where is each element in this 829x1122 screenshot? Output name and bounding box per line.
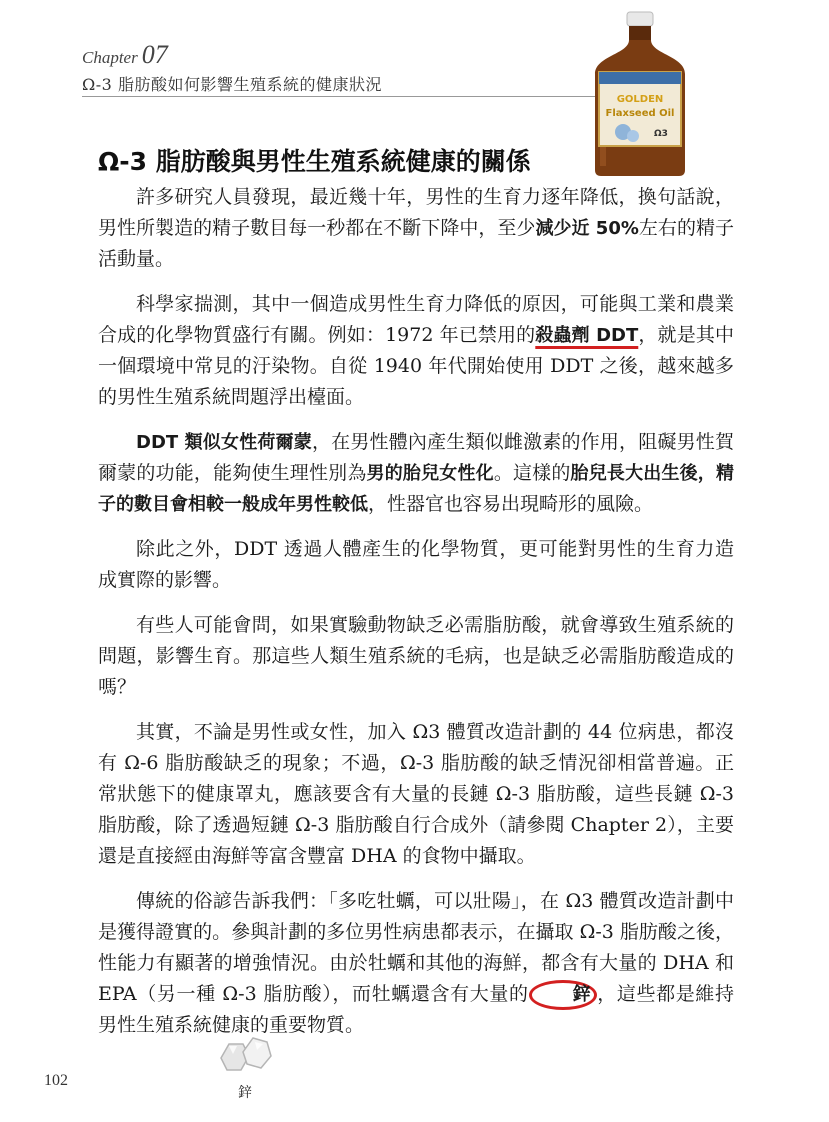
paragraph-6: 其實，不論是男性或女性，加入 Ω3 體質改造計劃的 44 位病患，都沒有 Ω-6 脂肪酸缺乏的現象；不過，Ω-3 脂肪酸的缺乏情況卻相當普遍。正常狀態下的健康罩丸，應該要含有大量的長鏈 Ω-3 脂肪酸，這些長鏈 Ω-3 脂肪酸，除了透過短鏈 Ω-3 脂肪酸自行合成外（請參閱 Chapter 2），主要還是直接經由海鮮等富含豐富 DHA 的食物中攝取。 — [98, 721, 734, 867]
paragraph-5: 有些人可能會問，如果實驗動物缺乏必需脂肪酸，就會導致生殖系統的問題，影響生育。那這些人類生殖系統的毛病，也是缺乏必需脂肪酸造成的嗎？ — [98, 614, 734, 698]
bottle-mark: Ω3 — [654, 129, 668, 139]
chapter-label — [82, 40, 168, 70]
chapter-word: Chapter — [82, 48, 138, 67]
emphasis-sperm-decline: 減少近 50% — [535, 218, 639, 239]
paragraph-2: 科學家揣測，其中一個造成男性生育力降低的原因，可能與工業和農業合成的化學物質盛行有關。例如：1972 年已禁用的殺蟲劑 DDT，就是其中一個環境中常見的汙染物。自從 1940 年代開始使用 DDT 之後，越來越多的男性生殖系統問題浮出檯面。 — [98, 293, 734, 408]
emphasis-sperm-count: 胎兒長大出生後，精子的數目會相較一般成年男性較低 — [98, 463, 734, 515]
chapter-subtitle: Ω-3 脂肪酸如何影響生殖系統的健康狀況 — [82, 75, 382, 94]
page-number: 102 — [44, 1072, 68, 1089]
emphasis-zinc-circled: 鋅 — [529, 980, 597, 1010]
chapter-number: 07 — [141, 40, 168, 69]
emphasis-ddt-hormone: DDT 類似女性荷爾蒙 — [136, 432, 312, 453]
zinc-nugget-image — [215, 1032, 275, 1082]
flaxseed-oil-bottle-image — [585, 10, 695, 178]
paragraph-1: 許多研究人員發現，最近幾十年，男性的生育力逐年降低，換句話說，男性所製造的精子數目每一秒都在不斷下降中，至少減少近 50%左右的精子活動量。 — [98, 186, 734, 270]
zinc-caption: 鋅 — [238, 1085, 252, 1101]
emphasis-ddt: 殺蟲劑 DDT — [535, 325, 639, 346]
paragraph-4: 除此之外，DDT 透過人體產生的化學物質，更可能對男性的生育力造成實際的影響。 — [98, 538, 734, 591]
bottle-product: Flaxseed Oil — [605, 108, 675, 119]
article-body — [98, 182, 734, 1055]
paragraph-3: DDT 類似女性荷爾蒙，在男性體內產生類似雌激素的作用，阻礙男性賀爾蒙的功能，能夠使生理性別為男的胎兒女性化。這樣的胎兒長大出生後，精子的數目會相較一般成年男性較低，性器官也容易出現畸形的風險。 — [98, 431, 734, 515]
paragraph-7: 傳統的俗諺告訴我們：「多吃牡蠣，可以壯陽」，在 Ω3 體質改造計劃中是獲得證實的。參與計劃的多位男性病患都表示，在攝取 Ω-3 脂肪酸之後，性能力有顯著的增強情況。由於牡蠣和其他的海鮮，都含有大量的 DHA 和 EPA（另一種 Ω-3 脂肪酸），而牡蠣還含有大量的 鋅 ，這些都是維持男性生殖系統健康的重要物質。 — [98, 890, 734, 1036]
emphasis-feminization: 男的胎兒女性化 — [366, 463, 494, 484]
header-rule — [82, 96, 602, 97]
section-title: Ω-3 脂肪酸與男性生殖系統健康的關係 — [98, 147, 531, 176]
bottle-brand: GOLDEN — [616, 94, 664, 105]
